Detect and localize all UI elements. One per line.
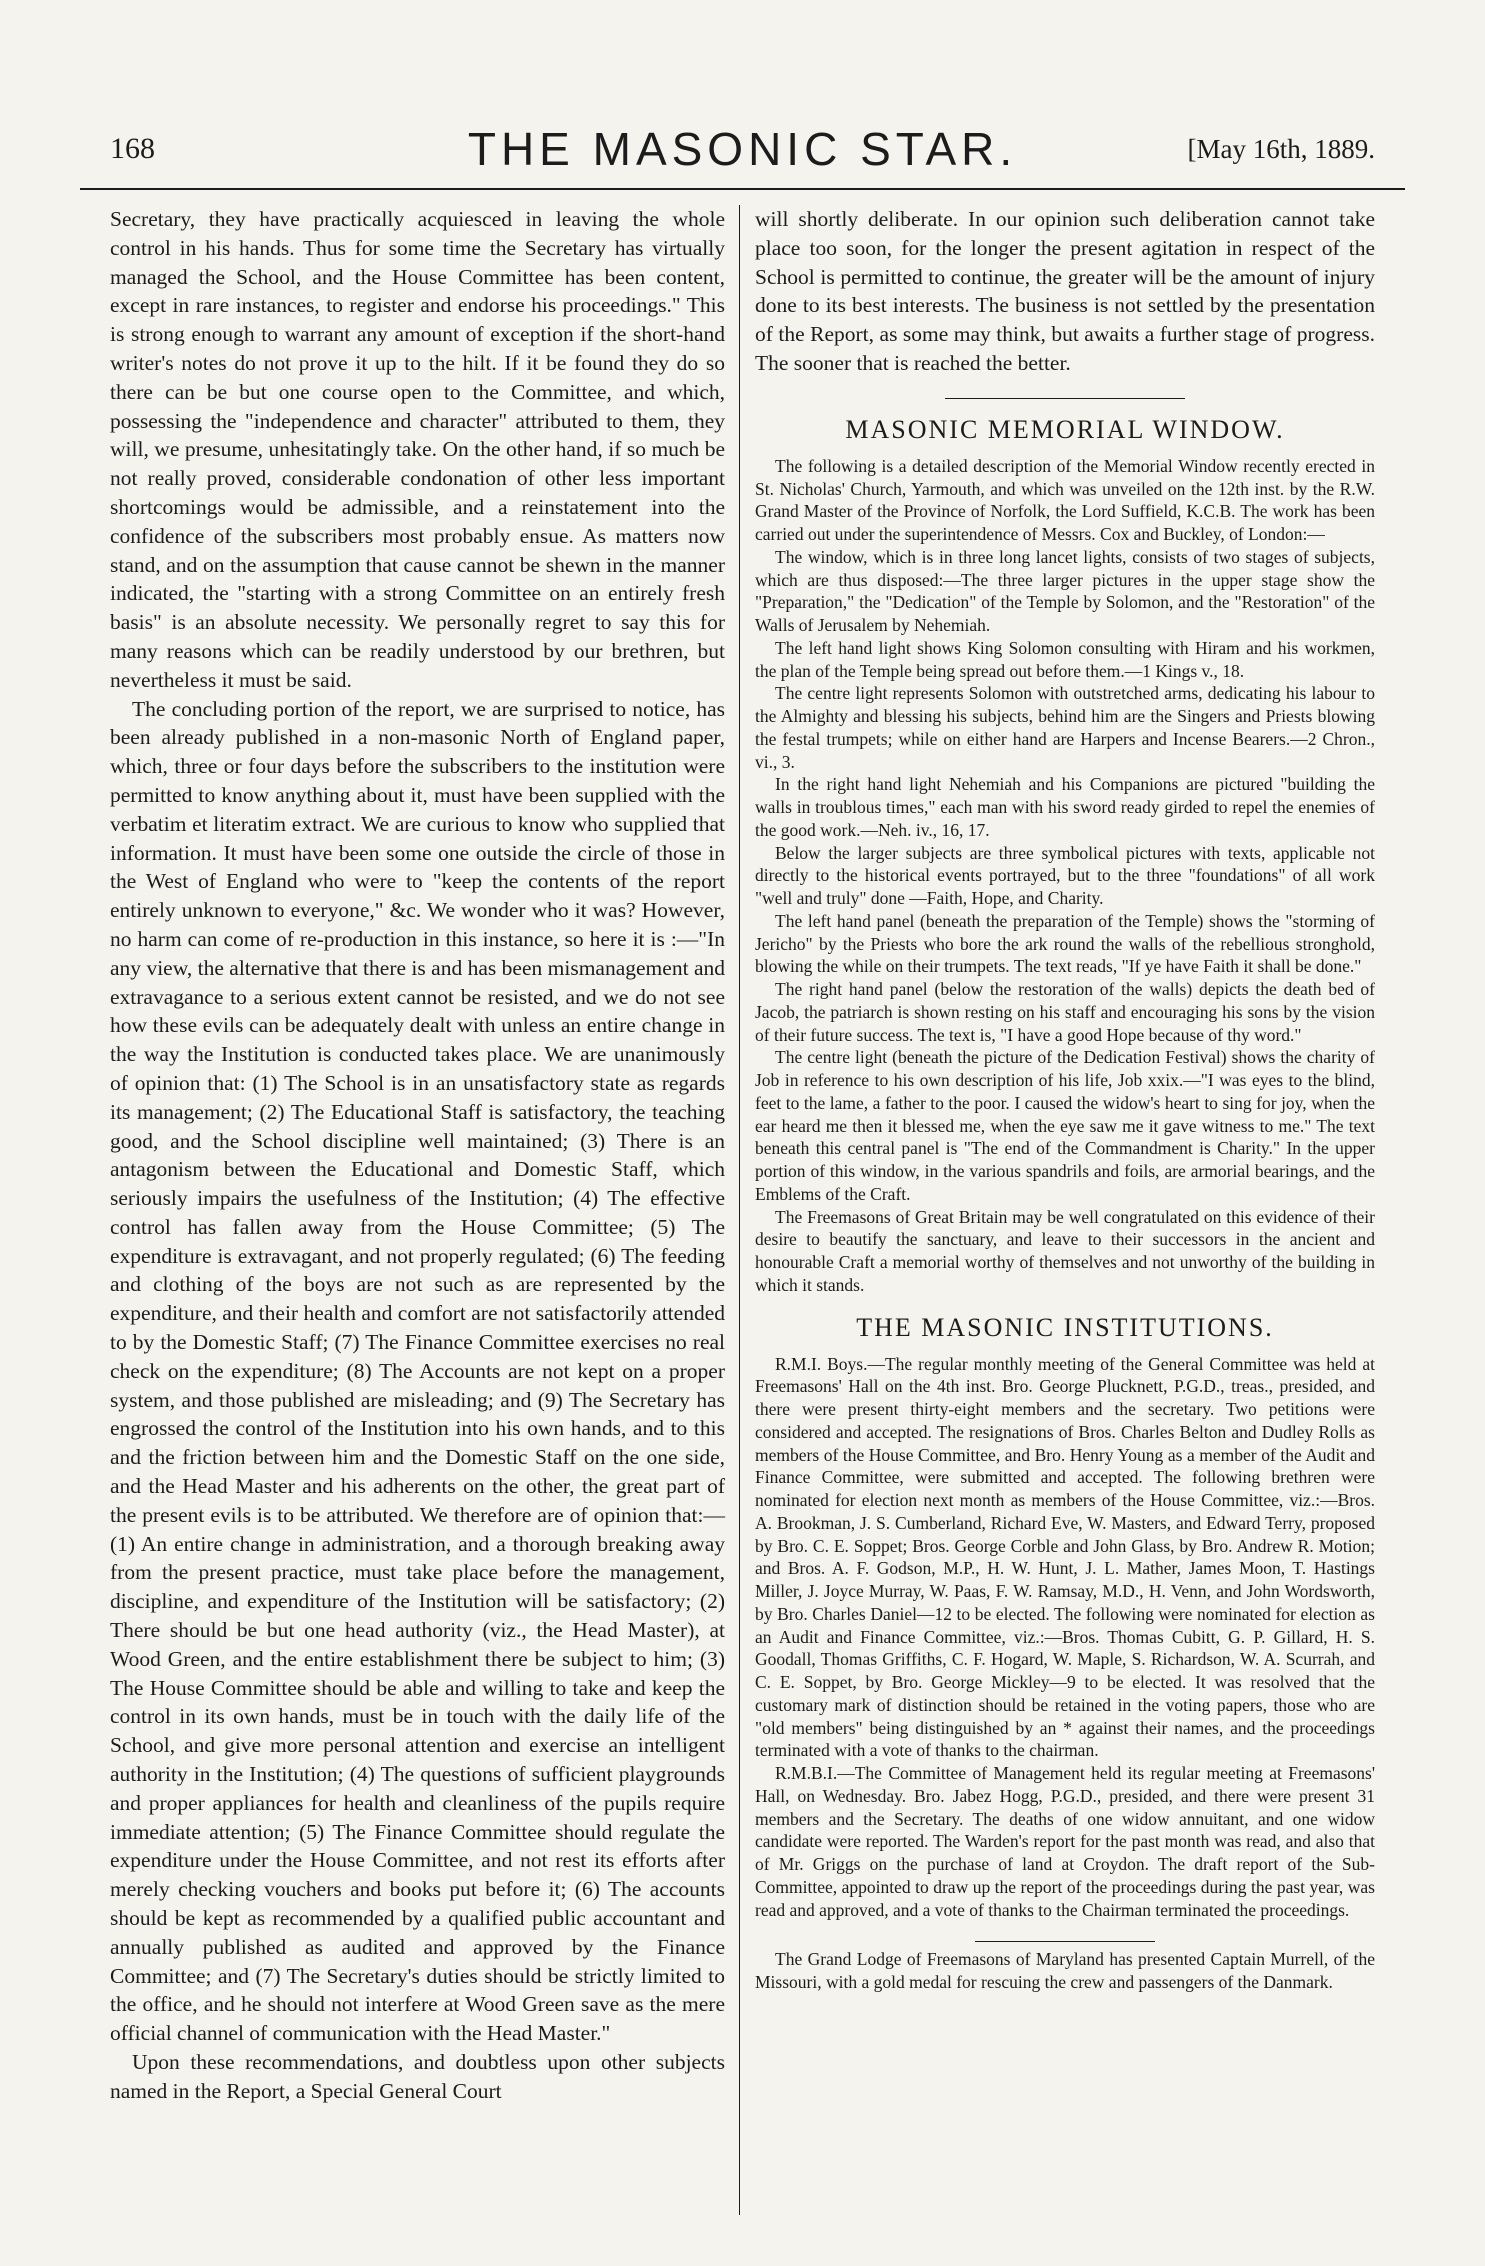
- article-paragraph: The right hand panel (below the restoration of the walls) depicts the death bed of Jacob, the patriarch is shown resting on his staff and encouraging his sons by the vision of their future success. The text is, "I have a good Hope because of thy word.": [755, 979, 1375, 1045]
- masonic-institutions-article: [755, 1353, 1375, 1922]
- memorial-window-article: [755, 455, 1375, 1297]
- article-paragraph: R.M.B.I.—The Committee of Management held its regular meeting at Freemasons' Hall, on Wednesday. Bro. Jabez Hogg, P.G.D., presided, and there were present 31 members and the Secretary. The deaths of one widow annuitant, and one widow candidate were reported. The Warden's report for the past month was read, and also that of Mr. Griggs on the purchase of land at Croydon. The draft report of the Sub-Committee, appointed to draw up the report of the proceedings during the past year, was read and approved, and a vote of thanks to the Chairman terminated the proceedings.: [755, 1763, 1375, 1920]
- article-paragraph: The left hand light shows King Solomon consulting with Hiram and his workmen, the plan of the Temple being spread out before them.—1 Kings v., 18.: [755, 637, 1375, 681]
- article-paragraph: Secretary, they have practically acquiesced in leaving the whole control in his hands. Thus for some time the Secretary has virtually managed the School, and the House Committee has been content, except in rare instances, to register and endorse his proceedings." This is strong enough to warrant any amount of exception if the short-hand writer's notes do not prove it up to the hilt. If it be found they do so there can be but one course open to the Committee, and which, possessing the "independence and character" attributed to them, they will, we presume, unhesitatingly take. On the other hand, if so much be not really proved, considerable condonation of other less important shortcomings would be admissible, and a reinstatement into the confidence of the subscribers most probably ensue. As matters now stand, and on the assumption that cause cannot be shewn in the manner indicated, the "starting with a strong Committee on an entirely fresh basis" is an absolute necessity. We personally regret to say this for many reasons which can be readily understood by our brethren, but nevertheless it must be said.: [110, 207, 725, 692]
- article-paragraph: will shortly deliberate. In our opinion such deliberation cannot take place too soon, for the longer the present agitation in respect of the School is permitted to continue, the greater will be the amount of injury done to its best interests. The business is not settled by the presentation of the Report, as some may think, but awaits a further stage of progress. The sooner that is reached the better.: [755, 207, 1375, 375]
- article-paragraph: The concluding portion of the report, we are surprised to notice, has been already published in a non-masonic North of England paper, which, three or four days before the subscribers to the institution were permitted to know anything about it, must have been supplied with the verbatim et literatim extract. We are curious to know who supplied that information. It must have been some one outside the circle of those in the West of England who were to "keep the contents of the report entirely unknown to everyone," &c. We wonder who it was? However, no harm can come of re-production in this instance, so here it is :—"In any view, the alternative that there is and has been mismanagement and extravagance to a serious extent cannot be resisted, and we do not see how these evils can be adequately dealt with unless an entire change in the way the Institution is conducted takes place. We are unanimously of opinion that: (1) The School is in an unsatisfactory state as regards its management; (2) The Educational Staff is satisfactory, the teaching good, and the School discipline well maintained; (3) There is an antagonism between the Educational and Domestic Staff, which seriously impairs the usefulness of the Institution; (4) The effective control has fallen away from the House Committee; (5) The expenditure is extravagant, and not properly regulated; (6) The feeding and clothing of the boys are not such as are represented by the expenditure, and their health and comfort are not satisfactorily attended to by the Domestic Staff; (7) The Finance Committee exercises no real check on the expenditure; (8) The Accounts are not kept on a proper system, and those published are misleading; and (9) The Secretary has engrossed the control of the Institution into his own hands, and to this and the friction between him and the Domestic Staff on the one side, and the Head Master and his adherents on the other, the great part of the present evils is to be attributed. We therefore are of opinion that:—(1) An entire change in administration, and a thorough breaking away from the present practice, must take place before the management, discipline, and expenditure of the Institution will be satisfactory; (2) There should be but one head authority (viz., the Head Master), at Wood Green, and the entire establishment there be subject to him; (3) The House Committee should be able and willing to take and keep the control in its own hands, must be in touch with the daily life of the School, and give more personal attention and exercise an intelligent authority in the Institution; (4) The questions of sufficient playgrounds and proper appliances for health and cleanliness of the pupils require immediate attention; (5) The Finance Committee should regulate the expenditure under the House Committee, and not rest its efforts after merely checking vouchers and books put before it; (6) The accounts should be kept as recommended by a qualified public accountant and annually published as audited and approved by the Finance Committee; and (7) The Secretary's duties should be strictly limited to the office, and he should not interfere at Wood Green save as the mere official channel of communication with the Head Master.": [110, 696, 725, 2046]
- section-divider: [975, 1941, 1155, 1942]
- article-paragraph: The left hand panel (beneath the preparation of the Temple) shows the "storming of Jericho" by the Priests who bore the ark round the walls of the rebellious stronghold, blowing the while on their trumpets. The text reads, "If ye have Faith it shall be done.": [755, 910, 1375, 977]
- left-column: [110, 205, 725, 2106]
- right-column: [755, 205, 1375, 1994]
- article-paragraph: The Grand Lodge of Freemasons of Maryland has presented Captain Murrell, of the Missouri, with a gold medal for rescuing the crew and passengers of the Danmark.: [755, 1949, 1375, 1993]
- article-paragraph: Below the larger subjects are three symbolical pictures with texts, applicable not directly to the historical events portrayed, but to the three "foundations" of all work "well and truly" done —Faith, Hope, and Charity.: [755, 842, 1375, 909]
- section-divider: [945, 398, 1185, 399]
- article-paragraph: In the right hand light Nehemiah and his Companions are pictured "building the walls in troublous times," each man with his sword ready girded to repel the enemies of the good work.—Neh. iv., 16, 17.: [755, 774, 1375, 840]
- column-divider: [739, 205, 740, 2215]
- section-title-memorial-window: MASONIC MEMORIAL WINDOW.: [845, 414, 1285, 444]
- page-number: 168: [110, 132, 155, 165]
- article-paragraph: The following is a detailed description of the Memorial Window recently erected in St. Nicholas' Church, Yarmouth, and which was unveiled on the 12th inst. by the R.W. Grand Master of the Province of Norfolk, the Lord Suffield, K.C.B. The work has been carried out under the superintendence of Messrs. Cox and Buckley, of London:—: [755, 455, 1375, 545]
- article-paragraph: The centre light represents Solomon with outstretched arms, dedicating his labour to the Almighty and blessing his subjects, behind him are the Singers and Priests blowing the festal trumpets; while on either hand are Harpers and Incense Bearers.—2 Chron., vi., 3.: [755, 683, 1375, 772]
- article-paragraph: R.M.I. Boys.—The regular monthly meeting of the General Committee was held at Freemasons' Hall on the 4th inst. Bro. George Plucknett, P.G.D., treas., presided, and there were present thirty-eight members and the secretary. Two petitions were considered and accepted. The resignations of Bros. Charles Belton and Dudley Rolls as members of the House Committee, and Bro. Henry Young as a member of the Audit and Finance Committee, were submitted and accepted. The following brethren were nominated for election next month as members of the House Committee, viz.:—Bros. A. Brookman, J. S. Cumberland, Richard Eve, W. Masters, and Edward Terry, proposed by Bro. C. E. Soppet; Bros. George Corble and John Glass, by Bro. Andrew R. Motion; and Bros. A. F. Godson, M.P., H. W. Hunt, J. L. Mather, James Moon, T. Hastings Miller, J. Joyce Murray, W. Paas, F. W. Ramsay, M.D., H. Venn, and John Wordsworth, by Bro. Charles Daniel—12 to be elected. The following were nominated for election as an Audit and Finance Committee, viz.:—Bros. Thomas Cubitt, G. P. Gillard, H. S. Goodall, Thomas Griffiths, C. F. Hogard, W. Maple, S. Richardson, W. A. Scurrah, and C. E. Soppet, by Bro. George Mickley—9 to be elected. It was resolved that the customary mark of distinction should be retained in the voting papers, those who are "old members" being distinguished by an * against their names, and the proceedings terminated with a vote of thanks to the chairman.: [755, 1353, 1375, 1761]
- section-title-masonic-institutions: THE MASONIC INSTITUTIONS.: [856, 1312, 1274, 1342]
- article-paragraph: The centre light (beneath the picture of the Dedication Festival) shows the charity of Job in reference to his own description of his life, Job xxix.—"I was eyes to the blind, feet to the lame, a father to the poor. I caused the widow's heart to sing for joy, when the ear heard me then it blessed me, when the eye saw me it gave witness to me." The text beneath this central panel is "The end of the Commandment is Charity." In the upper portion of this window, in the various spandrils and foils, are armorial bearings, and the Emblems of the Craft.: [755, 1047, 1375, 1204]
- article-paragraph: Upon these recommendations, and doubtless upon other subjects named in the Report, a Special General Court: [110, 2050, 725, 2103]
- article-paragraph: The Freemasons of Great Britain may be well congratulated on this evidence of their desire to beautify the sanctuary, and leave to their successors in the ancient and honourable Craft a memorial worthy of themselves and not unworthy of the building in which it stands.: [755, 1206, 1375, 1295]
- page-header: [80, 123, 1405, 190]
- article-paragraph: The window, which is in three long lancet lights, consists of two stages of subjects, which are thus disposed:—The three larger pictures in the upper stage show the "Preparation," the "Dedication" of the Temple by Solomon, and the "Restoration" of the Walls of Jerusalem by Nehemiah.: [755, 546, 1375, 636]
- issue-date: [May 16th, 1889.: [1187, 134, 1375, 164]
- masthead-title: THE MASONIC STAR.: [467, 123, 1018, 175]
